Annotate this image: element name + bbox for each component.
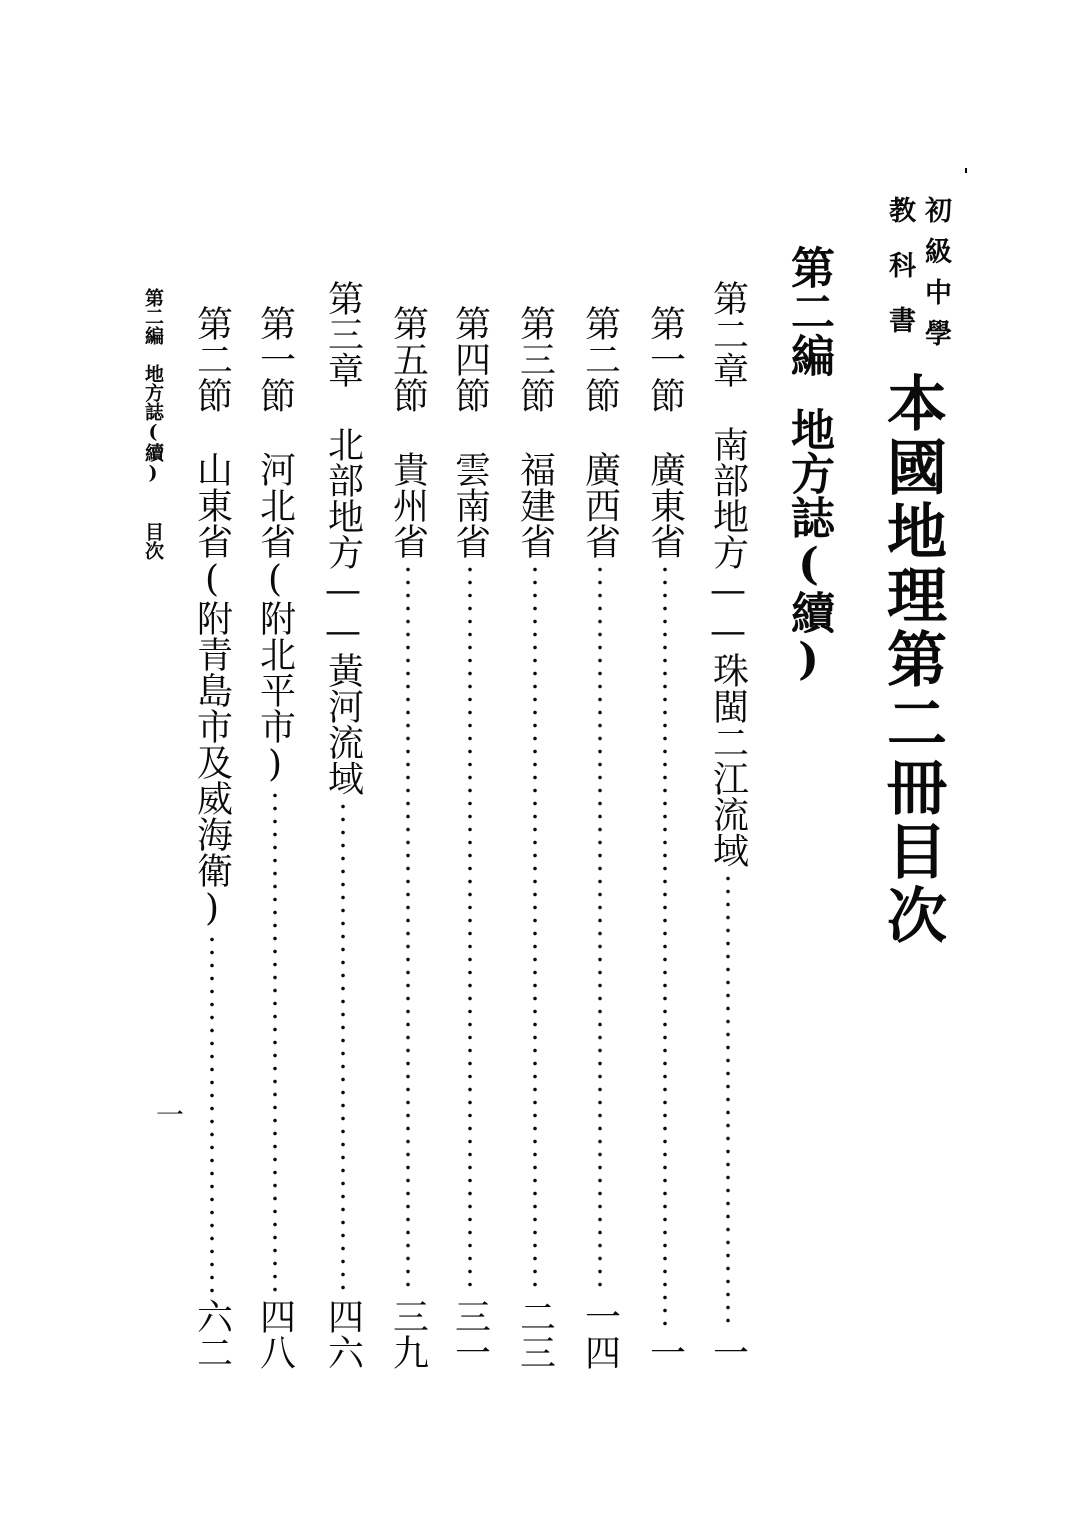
dot-leader bbox=[533, 563, 537, 1294]
entry-title: 雲南省 bbox=[449, 451, 491, 559]
entry-label: 第二節 bbox=[191, 305, 233, 413]
dot-leader bbox=[663, 563, 667, 1330]
entry-label: 第五節 bbox=[387, 305, 429, 413]
dot-leader bbox=[406, 563, 410, 1294]
toc-entry-section[interactable] bbox=[192, 305, 232, 1370]
scan-mark bbox=[965, 168, 967, 173]
toc-entry-chapter-3[interactable] bbox=[323, 280, 363, 1370]
entry-label: 第一節 bbox=[254, 305, 296, 413]
entry-page: 一 bbox=[707, 1334, 749, 1370]
toc-entry-section[interactable] bbox=[580, 305, 620, 1370]
entry-label: 第二章 bbox=[707, 280, 749, 388]
toc-entry-section[interactable] bbox=[645, 305, 685, 1370]
entry-page: 四八 bbox=[254, 1298, 296, 1370]
entry-label: 第三節 bbox=[514, 305, 556, 413]
entry-label: 第二節 bbox=[579, 305, 621, 413]
entry-label: 第三章 bbox=[322, 280, 364, 388]
page-title: 本國地理第二冊目次 bbox=[877, 372, 947, 948]
dot-leader bbox=[341, 800, 345, 1294]
entry-page: 四六 bbox=[322, 1298, 364, 1370]
dot-leader bbox=[598, 563, 602, 1294]
part-heading bbox=[783, 245, 834, 685]
entry-page: 三九 bbox=[387, 1298, 429, 1370]
toc-entry-section[interactable] bbox=[255, 305, 295, 1370]
part-title: 地方誌(續) bbox=[783, 407, 834, 685]
toc-entry-section[interactable] bbox=[388, 305, 428, 1370]
dot-leader bbox=[468, 563, 472, 1294]
entry-page: 一 bbox=[644, 1334, 686, 1370]
entry-title: 南部地方——珠閩二江流域 bbox=[707, 426, 749, 868]
toc-entry-section[interactable] bbox=[515, 305, 555, 1370]
entry-label: 第四節 bbox=[449, 305, 491, 413]
series-label-line1: 初級中學 bbox=[920, 196, 951, 360]
series-label-line2: 教科書 bbox=[884, 196, 915, 361]
entry-page: 二三 bbox=[514, 1298, 556, 1370]
entry-page: 三一 bbox=[449, 1298, 491, 1370]
dot-leader bbox=[726, 872, 730, 1330]
running-head: 第二編 地方誌(續) 目次 bbox=[142, 288, 164, 560]
part-label: 第二編 bbox=[783, 245, 834, 377]
entry-title: 山東省(附青島市及威海衛) bbox=[191, 451, 233, 929]
entry-title: 河北省(附北平市) bbox=[254, 451, 296, 785]
entry-page: 六二 bbox=[191, 1298, 233, 1370]
entry-title: 貴州省 bbox=[387, 451, 429, 559]
entry-title: 福建省 bbox=[514, 451, 556, 559]
dot-leader bbox=[210, 933, 214, 1294]
entry-title: 北部地方——黃河流域 bbox=[322, 426, 364, 796]
entry-title: 廣東省 bbox=[644, 451, 686, 559]
entry-title: 廣西省 bbox=[579, 451, 621, 559]
dot-leader bbox=[273, 789, 277, 1294]
folio-page-number: 一 bbox=[152, 1100, 185, 1128]
entry-page: 一四 bbox=[579, 1298, 621, 1370]
toc-entry-chapter-2[interactable] bbox=[708, 280, 748, 1370]
toc-entry-section[interactable] bbox=[450, 305, 490, 1370]
entry-label: 第一節 bbox=[644, 305, 686, 413]
